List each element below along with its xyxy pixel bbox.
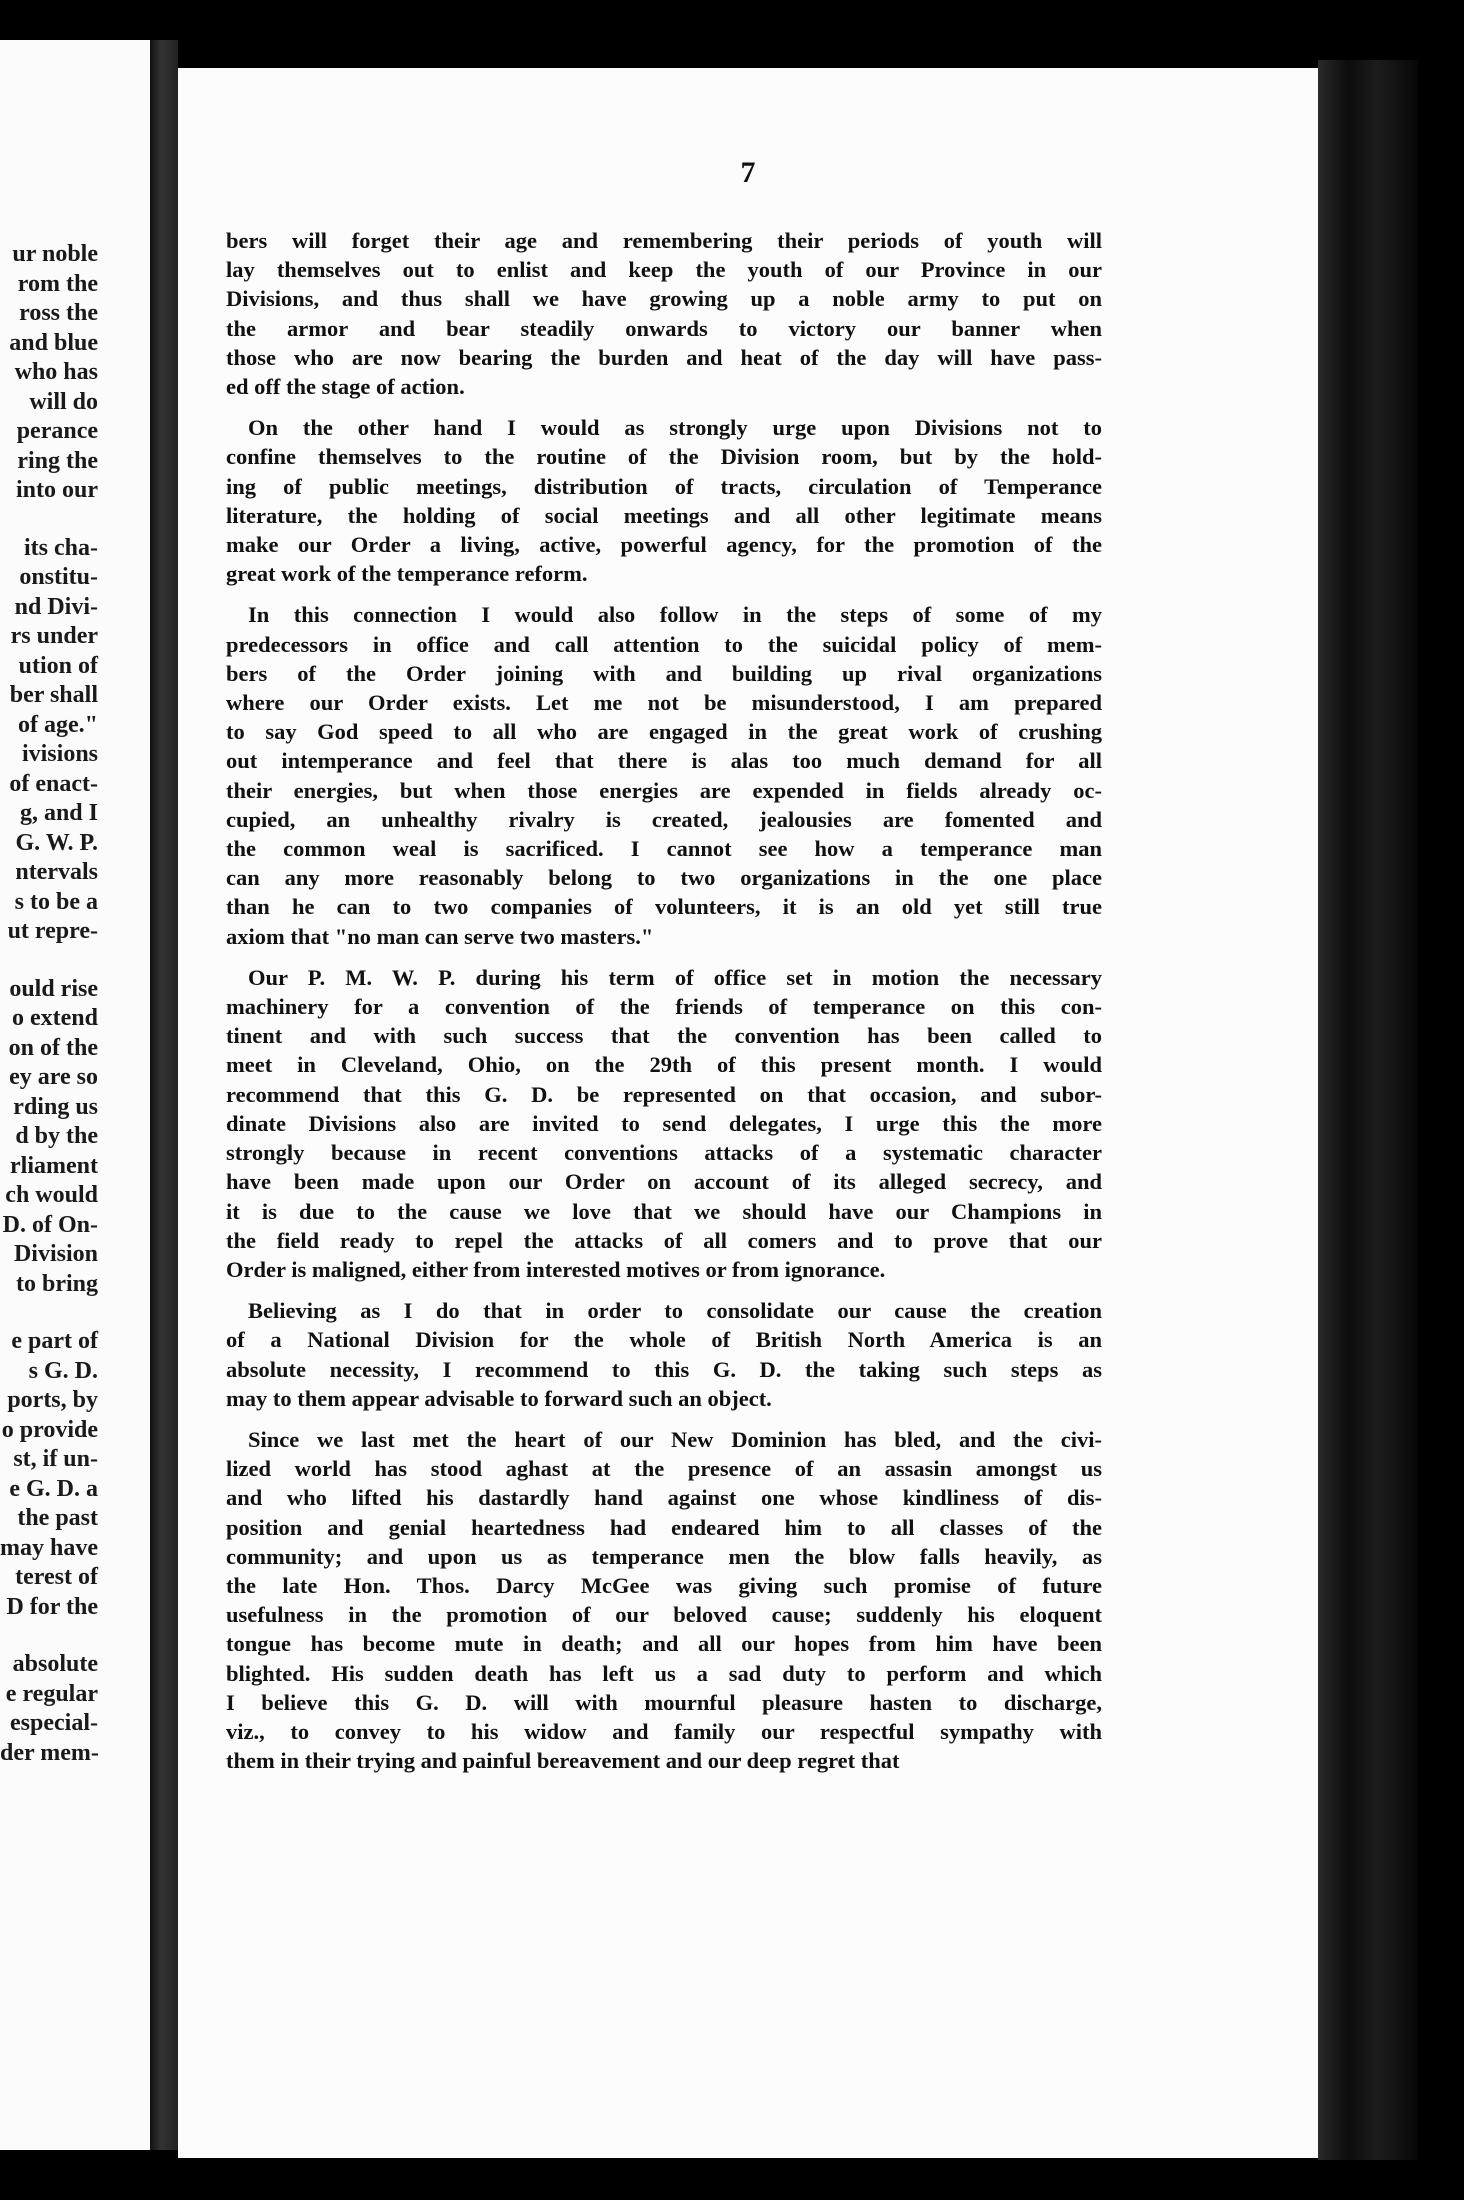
text-line: those who are now bearing the burden and heat of the day will have pass-	[226, 344, 1102, 370]
text-line: cupied, an unhealthy rivalry is created, jealousies are fomented and	[226, 806, 1102, 832]
text-line: ed off the stage of action.	[226, 374, 465, 400]
body-text	[226, 226, 1102, 1787]
text-line: Believing as I do that in order to consolidate our cause the creation	[248, 1298, 1102, 1324]
left-fragment-line: ur noble	[12, 241, 98, 267]
left-fragment-line: nd Divi-	[14, 593, 98, 620]
left-fragment-line: to bring	[15, 1270, 98, 1297]
text-line: dinate Divisions also are invited to send delegates, I urge this the more	[226, 1110, 1102, 1136]
text-line: axiom that "no man can serve two masters."	[226, 923, 654, 949]
left-fragment-line: g, and I	[19, 800, 98, 826]
left-fragment-line: ports, by	[7, 1387, 98, 1413]
text-line: strongly because in recent conventions attacks of a systematic character	[226, 1140, 1102, 1166]
left-fragment-line: the past	[17, 1505, 98, 1531]
text-line: usefulness in the promotion of our beloved cause; suddenly his eloquent	[226, 1602, 1102, 1628]
text-line: their energies, but when those energies are expended in fields already oc-	[226, 777, 1102, 803]
right-page	[178, 68, 1318, 2158]
paragraph	[226, 1296, 1102, 1413]
left-fragment-line: rding us	[13, 1093, 98, 1120]
text-line: On the other hand I would as strongly urge upon Divisions not to	[248, 415, 1102, 441]
text-line: of a National Division for the whole of British North America is an	[226, 1327, 1102, 1353]
left-fragment-line: who has	[14, 359, 98, 385]
left-fragment-line: will do	[29, 388, 98, 415]
text-line: the field ready to repel the attacks of all comers and to prove that our	[226, 1227, 1102, 1253]
text-line: position and genial heartedness had endeared him to all classes of the	[226, 1514, 1102, 1540]
left-fragment-line: into our	[15, 477, 98, 503]
left-fragment-line: ut repre-	[7, 918, 98, 944]
text-line: bers of the Order joining with and building up rival organizations	[226, 660, 1102, 686]
paragraph	[226, 600, 1102, 950]
left-fragment-line: perance	[16, 418, 98, 444]
left-fragment-line: D for the	[6, 1593, 98, 1620]
left-fragment-line: e part of	[11, 1328, 98, 1354]
text-line: meet in Cleveland, Ohio, on the 29th of this present month. I would	[226, 1052, 1102, 1078]
text-line: literature, the holding of social meetings and all other legitimate means	[226, 502, 1102, 528]
book-gutter	[150, 40, 178, 2150]
left-fragment-line: of age."	[18, 711, 98, 738]
left-fragment-line: rs under	[10, 623, 98, 649]
left-fragment-line: e G. D. a	[9, 1475, 98, 1502]
left-fragment-line: onstitu-	[19, 564, 98, 590]
left-fragment-line: ould rise	[9, 975, 98, 1002]
paragraph	[226, 963, 1102, 1284]
left-page-text	[0, 240, 150, 1768]
text-line: community; and upon us as temperance men the blow falls heavily, as	[226, 1543, 1102, 1569]
text-line: predecessors in office and call attention to the suicidal policy of mem-	[226, 631, 1102, 657]
text-line: where our Order exists. Let me not be misunderstood, I am prepared	[226, 690, 1102, 716]
text-line: can any more reasonably belong to two organizations in the one place	[226, 865, 1102, 891]
left-fragment-line: may have	[0, 1534, 98, 1561]
text-line: viz., to convey to his widow and family our respectful sympathy with	[226, 1718, 1102, 1744]
left-fragment-line: terest of	[15, 1564, 98, 1590]
left-fragment-line: ber shall	[9, 682, 98, 708]
text-line: ing of public meetings, distribution of tracts, circulation of Temperance	[226, 473, 1102, 499]
left-fragment-line: s G. D.	[28, 1357, 98, 1384]
text-line: recommend that this G. D. be represented on that occasion, and subor-	[226, 1081, 1102, 1107]
left-fragment-line: on of the	[8, 1034, 98, 1061]
text-line: it is due to the cause we love that we should have our Champions in	[226, 1198, 1102, 1224]
left-fragment-line: s to be a	[14, 888, 98, 915]
text-line: Divisions, and thus shall we have growing up a noble army to put on	[226, 286, 1102, 312]
text-line: the common weal is sacrificed. I cannot see how a temperance man	[226, 836, 1102, 862]
left-fragment-line: absolute	[12, 1651, 98, 1677]
left-fragment-line: G. W. P.	[15, 829, 98, 856]
left-fragment-line: der mem-	[0, 1739, 99, 1766]
text-line: the armor and bear steadily onwards to victory our banner when	[226, 315, 1102, 341]
left-fragment-line: rliament	[10, 1152, 98, 1179]
left-fragment-line: st, if un-	[13, 1446, 98, 1472]
text-line: Since we last met the heart of our New Dominion has bled, and the civi-	[248, 1426, 1102, 1452]
left-fragment-line: Division	[13, 1241, 98, 1267]
text-line: blighted. His sudden death has left us a sad duty to perform and which	[226, 1660, 1102, 1686]
text-line: machinery for a convention of the friends of temperance on this con-	[226, 994, 1102, 1020]
left-fragment-line: ring the	[17, 447, 98, 474]
text-line: may to them appear advisable to forward such an object.	[226, 1385, 772, 1411]
text-line: than he can to two companies of volunteers, it is an old yet still true	[226, 894, 1102, 920]
left-fragment-line: d by the	[15, 1123, 98, 1149]
text-line: In this connection I would also follow in the steps of some of my	[248, 602, 1102, 628]
left-fragment-line: ivisions	[21, 741, 98, 767]
text-line: lay themselves out to enlist and keep the youth of our Province in our	[226, 257, 1102, 283]
text-line: Order is maligned, either from interested motives or from ignorance.	[226, 1256, 886, 1282]
left-fragment-line: ross the	[19, 300, 98, 326]
text-line: Our P. M. W. P. during his term of office set in motion the necessary	[248, 964, 1102, 990]
left-fragment-line: and blue	[9, 329, 98, 356]
paragraph	[226, 413, 1102, 588]
left-page-fragment	[0, 40, 150, 2150]
left-fragment-line: rom the	[17, 270, 98, 297]
text-line: and who lifted his dastardly hand against one whose kindliness of dis-	[226, 1485, 1102, 1511]
text-line: them in their trying and painful bereavement and our deep regret that	[226, 1748, 900, 1774]
page-number: 7	[740, 156, 756, 189]
left-fragment-line: o extend	[12, 1005, 98, 1031]
text-line: have been made upon our Order on account of its alleged secrecy, and	[226, 1169, 1102, 1195]
left-fragment-line: ution of	[18, 652, 98, 679]
text-line: to say God speed to all who are engaged in the great work of crushing	[226, 719, 1102, 745]
page-edge	[1318, 60, 1418, 2160]
left-fragment-line: e regular	[5, 1680, 98, 1707]
left-fragment-line: o provide	[1, 1416, 98, 1443]
paragraph	[226, 1425, 1102, 1775]
left-fragment-line: ntervals	[15, 859, 98, 885]
left-fragment-line: ey are so	[9, 1064, 98, 1090]
text-line: confine themselves to the routine of the Division room, but by the hold-	[226, 444, 1102, 470]
text-line: absolute necessity, I recommend to this G. D. the taking such steps as	[226, 1356, 1102, 1382]
text-line: out intemperance and feel that there is alas too much demand for all	[226, 748, 1102, 774]
paragraph	[226, 226, 1102, 401]
text-line: I believe this G. D. will with mournful pleasure hasten to discharge,	[226, 1689, 1102, 1715]
text-line: bers will forget their age and remembering their periods of youth will	[226, 228, 1102, 253]
left-fragment-line: of enact-	[9, 770, 98, 797]
text-line: tinent and with such success that the convention has been called to	[226, 1023, 1102, 1049]
left-fragment-line: especial-	[10, 1710, 98, 1736]
left-fragment-line: its cha-	[24, 534, 98, 561]
text-line: great work of the temperance reform.	[226, 561, 588, 587]
text-line: make our Order a living, active, powerful agency, for the promotion of the	[226, 532, 1102, 558]
left-fragment-line: D. of On-	[2, 1211, 98, 1238]
text-line: lized world has stood aghast at the presence of an assasin amongst us	[226, 1456, 1102, 1482]
text-line: the late Hon. Thos. Darcy McGee was giving such promise of future	[226, 1572, 1102, 1598]
left-fragment-line: ch would	[5, 1182, 98, 1208]
text-line: tongue has become mute in death; and all our hopes from him have been	[226, 1631, 1102, 1657]
